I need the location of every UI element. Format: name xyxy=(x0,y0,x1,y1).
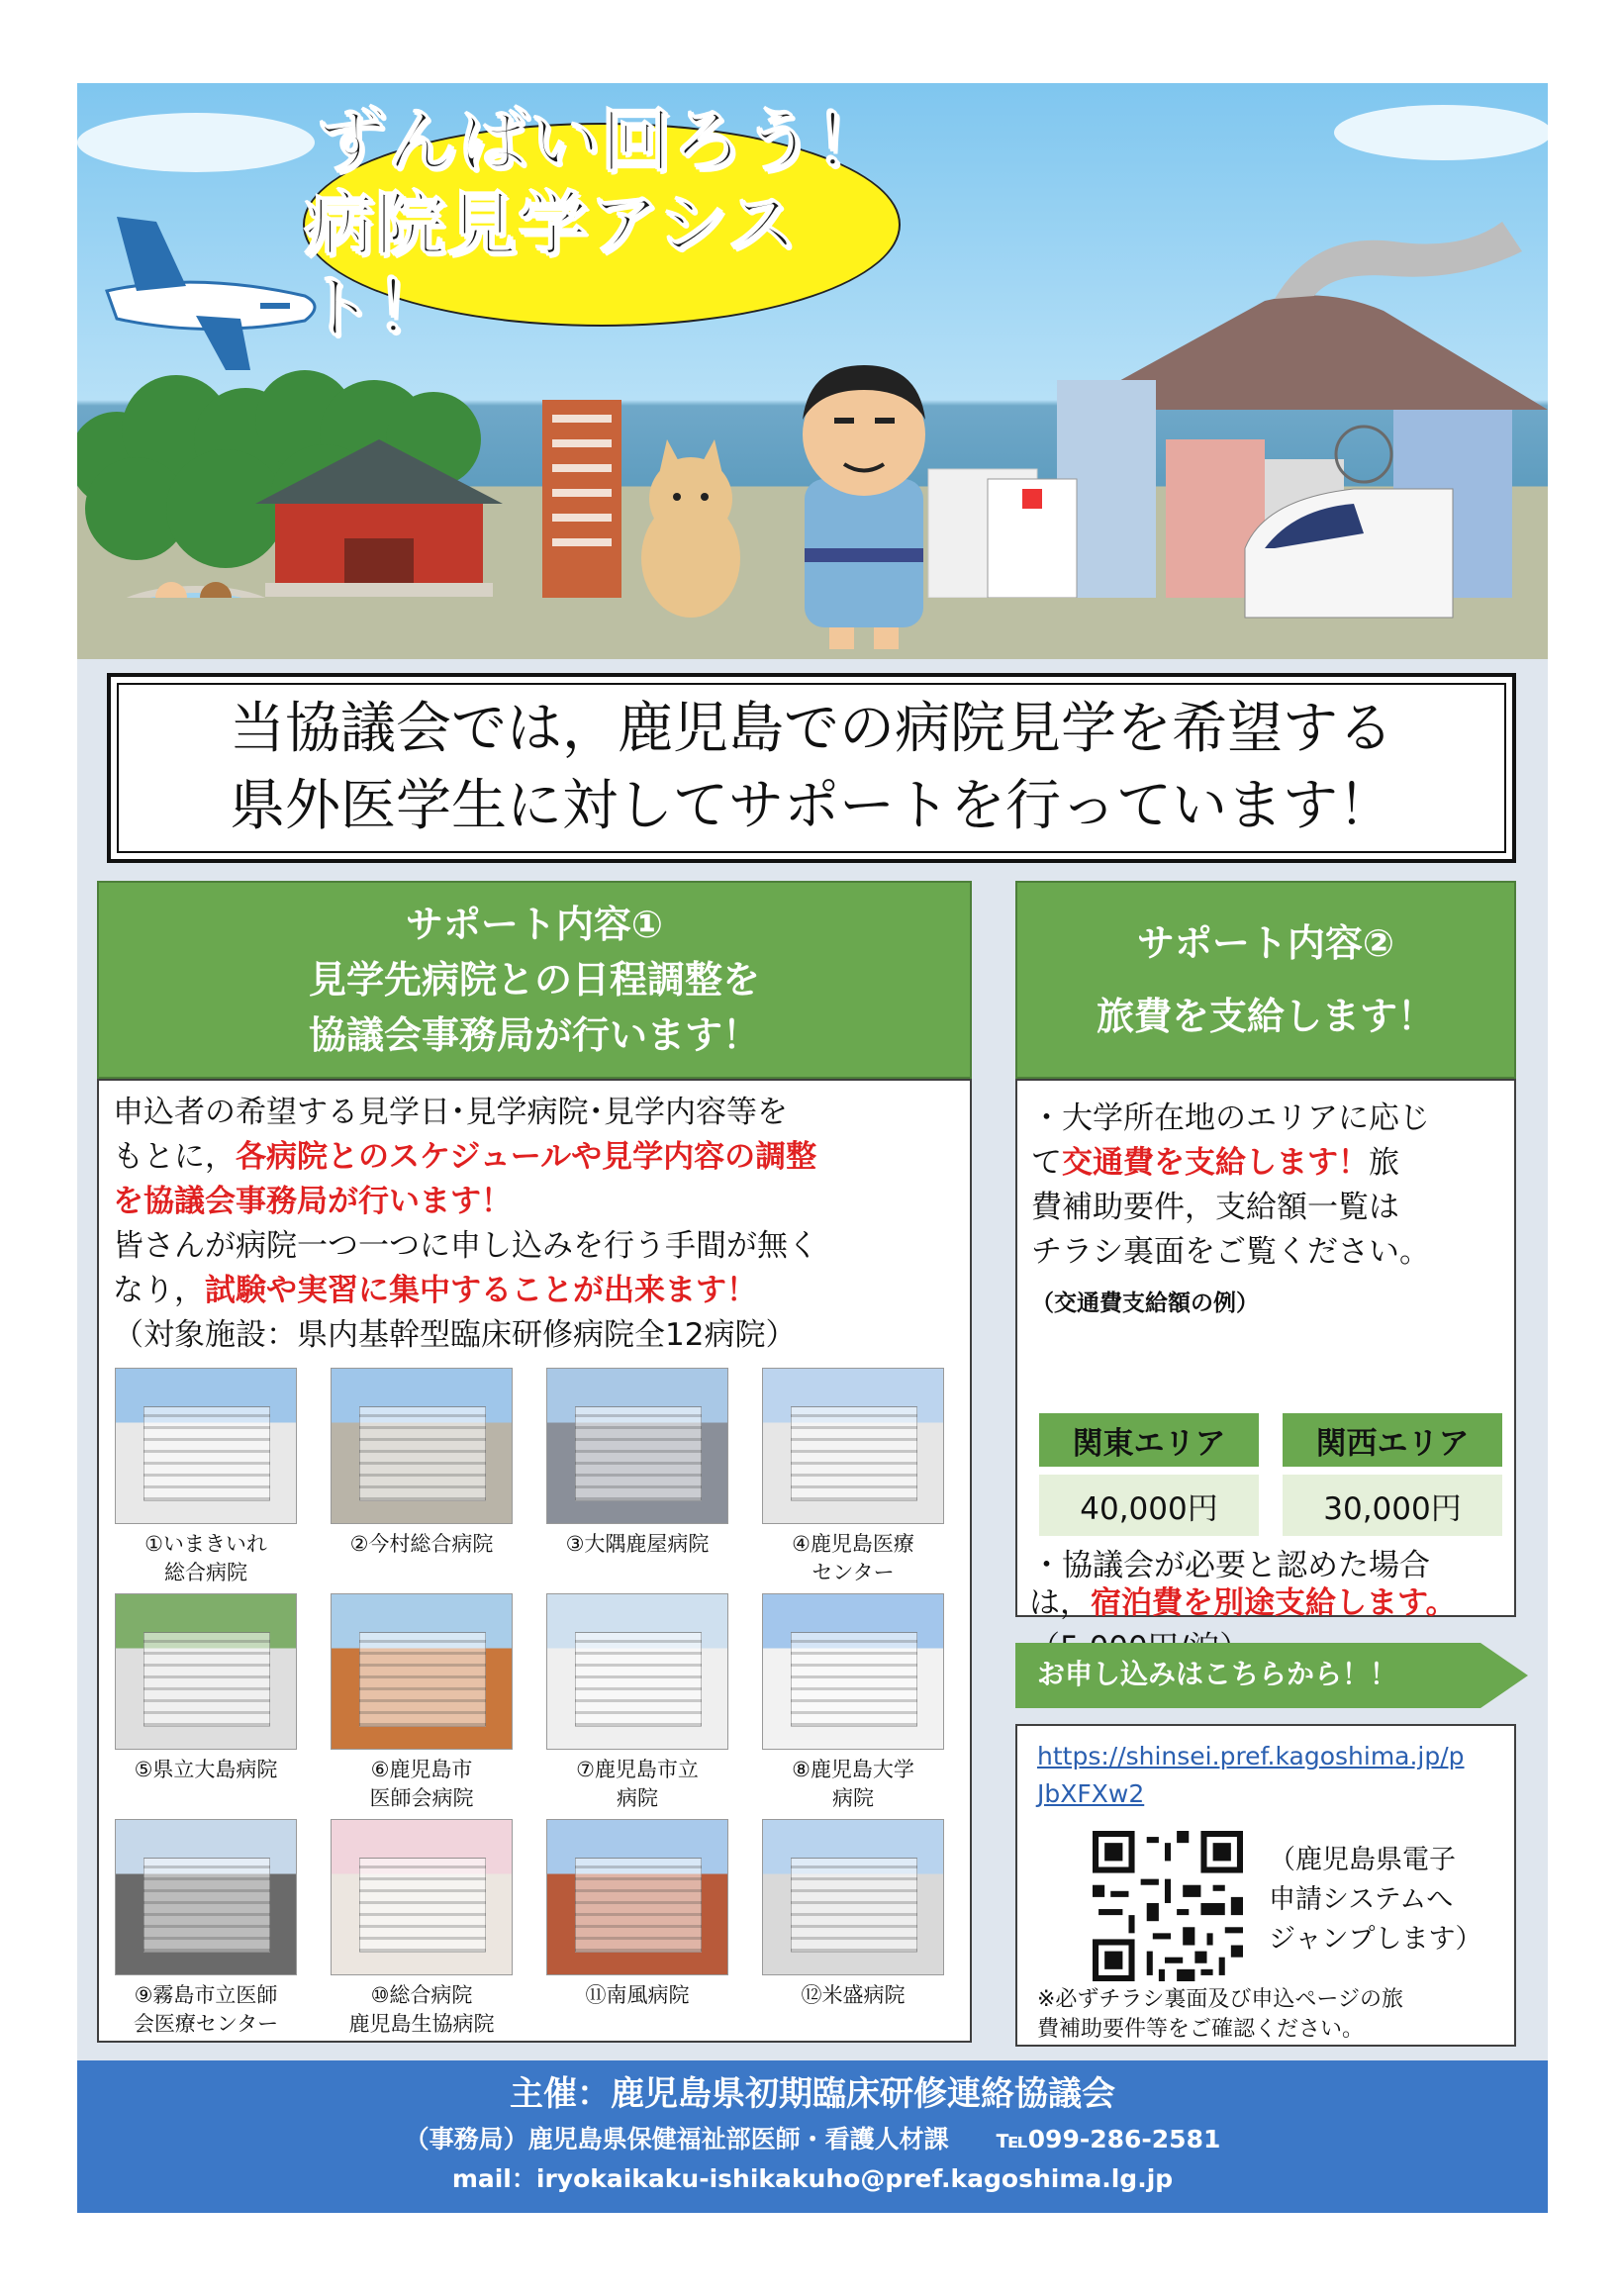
support2-highlight2: 宿泊費を別途支給します。 xyxy=(1091,1585,1457,1621)
support1-heading: サポート内容① xyxy=(405,903,664,946)
footer-tel: ℡099-286-2581 xyxy=(996,2125,1221,2153)
support1-text5a: なり， xyxy=(113,1273,205,1308)
support1-highlight1: 各病院とのスケジュールや見学内容の調整 xyxy=(236,1139,817,1175)
support2-text2c: 旅 xyxy=(1369,1145,1399,1181)
support1-text2a: もとに， xyxy=(113,1139,236,1175)
hospital-card xyxy=(762,1368,944,1587)
hero-title-line1: ずんばい回ろう！ xyxy=(317,101,887,182)
saigo-illustration xyxy=(803,365,925,649)
footer-office: （事務局）鹿児島県保健福祉部医師・看護人材課 xyxy=(404,2125,949,2153)
hospital-name: ⑩総合病院 鹿児島生協病院 xyxy=(348,1983,495,2036)
hospital-name: ⑫米盛病院 xyxy=(801,1983,906,2007)
hospital-building-shape xyxy=(791,1632,917,1727)
hospital-name: ②今村総合病院 xyxy=(349,1532,494,1556)
support1-highlight2: を協議会事務局が行います！ xyxy=(113,1184,512,1219)
support2-text1: ・大学所在地のエリアに応じ xyxy=(1031,1100,1430,1136)
hospital-building-shape xyxy=(575,1632,702,1727)
hospital-photo xyxy=(115,1593,297,1750)
apply-url[interactable] xyxy=(1037,1738,1465,1813)
hospital-photo xyxy=(115,1819,297,1975)
apply-arrow-label: お申し込みはこちらから！！ xyxy=(1037,1658,1398,1690)
apply-caution-line2: 費補助要件等をご確認ください。 xyxy=(1037,2017,1365,2042)
support1-text4: 皆さんが病院一つ一つに申し込みを行う手間が無く xyxy=(113,1228,818,1264)
dog-illustration xyxy=(641,439,740,618)
hospital-card xyxy=(331,1368,513,1559)
qr-note-line3: ジャンプします） xyxy=(1269,1924,1482,1955)
support1-header xyxy=(97,881,972,1079)
hospital-building-shape xyxy=(791,1858,917,1953)
hospital-card xyxy=(115,1819,297,2039)
hospital-building-shape xyxy=(575,1406,702,1501)
hospital-name: ⑦鹿児島市立 病院 xyxy=(576,1758,699,1810)
support2-body xyxy=(1015,1079,1516,1617)
support2-highlight1: 交通費を支給します！ xyxy=(1062,1145,1369,1181)
hospital-card xyxy=(115,1368,297,1587)
hospital-photo xyxy=(762,1593,944,1750)
fare-example-label: （交通費支給額の例） xyxy=(1031,1291,1259,1316)
hospital-name: ⑪南風病院 xyxy=(585,1983,690,2007)
intro-line2: 県外医学生に対してサポートを行っています！ xyxy=(230,774,1393,838)
footer-mail[interactable]: mail：iryokaikaku-ishikakuho@pref.kagoshima.lg.jp xyxy=(451,2164,1174,2193)
support1-line3: 協議会事務局が行います！ xyxy=(308,1013,760,1057)
footer-organizer: 主催：鹿児島県初期臨床研修連絡協議会 xyxy=(510,2074,1115,2114)
area-kanto-value: 40,000円 xyxy=(1039,1475,1259,1536)
hospital-card xyxy=(546,1593,728,1813)
support1-highlight3: 試験や実習に集中することが出来ます！ xyxy=(205,1273,757,1308)
hospital-name: ⑤県立大島病院 xyxy=(134,1758,278,1781)
hero-illustration xyxy=(77,83,1548,659)
hospital-photo xyxy=(331,1368,513,1524)
hospital-name: ⑧鹿児島大学 病院 xyxy=(792,1758,914,1810)
hospital-building-shape xyxy=(143,1858,270,1953)
support2-text6 xyxy=(1029,1581,1524,1626)
hospital-photo xyxy=(331,1819,513,1975)
footer xyxy=(77,2060,1548,2213)
hospital-building-shape xyxy=(143,1406,270,1501)
support2-heading: サポート内容② xyxy=(1136,921,1395,965)
support1-line2: 見学先病院との日程調整を xyxy=(308,958,760,1002)
support2-text2 xyxy=(1031,1141,1510,1186)
hospital-building-shape xyxy=(359,1632,486,1727)
area-kanto-label: 関東エリア xyxy=(1039,1413,1259,1467)
hospital-photo xyxy=(546,1819,728,1975)
hospital-card xyxy=(331,1819,513,2039)
support2-line2: 旅費を支給します！ xyxy=(1096,995,1435,1038)
hospital-building-shape xyxy=(575,1858,702,1953)
qr-code[interactable] xyxy=(1093,1831,1243,1981)
support1-text5 xyxy=(113,1269,964,1313)
support1-text1: 申込者の希望する見学日･見学病院･見学内容等を xyxy=(113,1095,788,1130)
hospital-building-shape xyxy=(359,1406,486,1501)
area-kansai-value: 30,000円 xyxy=(1283,1475,1502,1536)
qr-note-line2: 申請システムへ xyxy=(1269,1884,1454,1915)
hospital-building-shape xyxy=(143,1632,270,1727)
qr-note-line1: （鹿児島県電子 xyxy=(1269,1845,1456,1875)
hospital-photo xyxy=(546,1368,728,1524)
area-kansai-label: 関西エリア xyxy=(1283,1413,1502,1467)
support2-text2a: て xyxy=(1031,1145,1062,1181)
qr-note xyxy=(1269,1841,1481,1960)
hospital-card xyxy=(762,1819,944,2010)
support2-text5: ・協議会が必要と認めた場合 xyxy=(1031,1548,1430,1583)
hospital-photo xyxy=(762,1368,944,1524)
apply-caution xyxy=(1037,1985,1403,2045)
apply-url-line2[interactable]: JbXFXw2 xyxy=(1037,1779,1145,1808)
hospital-photo xyxy=(546,1593,728,1750)
support1-text2 xyxy=(113,1135,964,1180)
footer-office-line xyxy=(77,2120,1548,2159)
support2-text4: チラシ裏面をご覧ください。 xyxy=(1031,1234,1430,1270)
support1-body xyxy=(97,1079,972,2043)
apply-caution-line1: ※必ずチラシ裏面及び申込ページの旅 xyxy=(1037,1987,1403,2012)
support1-target-note: （対象施設：県内基幹型臨床研修病院全12病院） xyxy=(113,1317,797,1353)
hospital-name: ③大隅鹿屋病院 xyxy=(565,1532,710,1556)
hospital-photo xyxy=(331,1593,513,1750)
airplane-illustration xyxy=(107,217,315,370)
title-bubble xyxy=(303,101,901,348)
support2-text6a: は， xyxy=(1029,1585,1091,1621)
hospital-photo xyxy=(762,1819,944,1975)
intro-line1: 当協議会では，鹿児島での病院見学を希望する xyxy=(230,697,1393,761)
hospital-name: ⑨霧島市立医師 会医療センター xyxy=(133,1983,279,2036)
hospital-card xyxy=(546,1368,728,1559)
hero-title-line2: 病院見学アシスト！ xyxy=(305,184,800,348)
support2-text3: 費補助要件，支給額一覧は xyxy=(1031,1190,1399,1225)
hospital-name: ①いまきいれ 総合病院 xyxy=(144,1532,267,1584)
hospital-card xyxy=(115,1593,297,1784)
support2-header xyxy=(1015,881,1516,1079)
hospital-building-shape xyxy=(791,1406,917,1501)
hospital-building-shape xyxy=(359,1858,486,1953)
hospital-photo xyxy=(115,1368,297,1524)
intro-box xyxy=(107,673,1516,863)
hospital-card xyxy=(331,1593,513,1813)
hospital-name: ④鹿児島医療 センター xyxy=(792,1532,914,1584)
flyer-sheet xyxy=(77,83,1548,2213)
hospital-card xyxy=(546,1819,728,2010)
hospital-card xyxy=(762,1593,944,1813)
apply-url-line1[interactable]: https://shinsei.pref.kagoshima.jp/p xyxy=(1037,1742,1465,1770)
hospital-name: ⑥鹿児島市 医師会病院 xyxy=(369,1758,474,1810)
apply-box xyxy=(1015,1724,1516,2047)
